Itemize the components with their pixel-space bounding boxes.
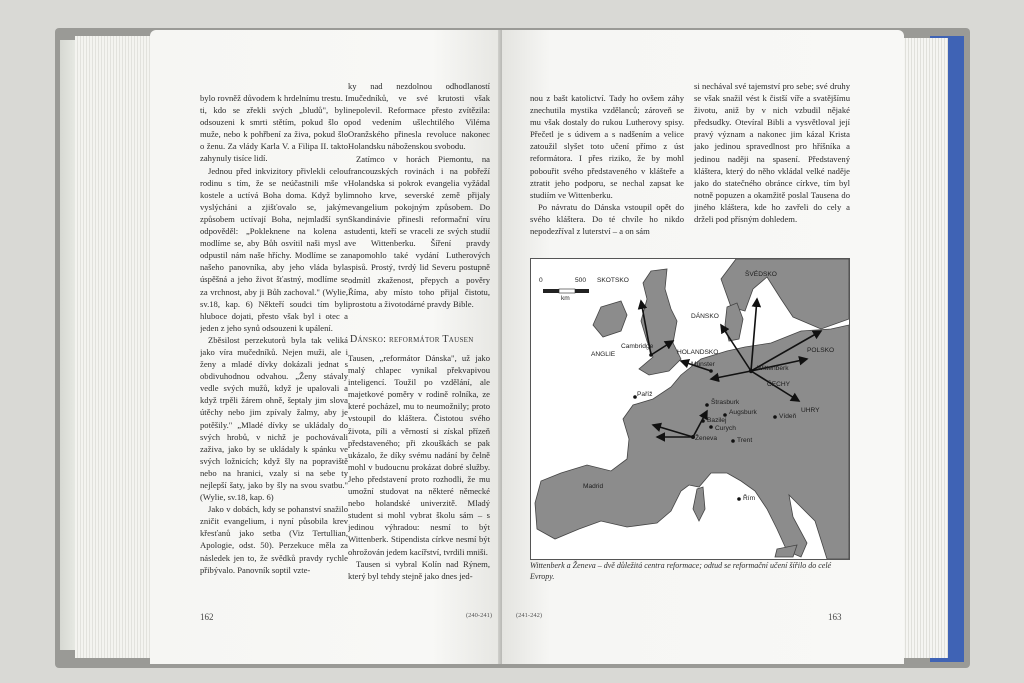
- map-label-pariz: Paříž: [637, 391, 653, 398]
- sicily-landmass: [775, 545, 797, 557]
- map-label-zeneva: Ženeva: [695, 435, 717, 442]
- page-stack-right: [900, 38, 948, 658]
- map-label-dansko: DÁNSKO: [691, 313, 719, 320]
- left-page-column-1: [200, 92, 348, 578]
- map-caption: Wittenberk a Ženeva – dvě důležitá centra reformace; odtud se reformační učení šířilo do celé Evropy.: [530, 561, 832, 581]
- map-label-bazilej: Bazilej: [707, 417, 727, 424]
- page-number-left: 162: [200, 612, 214, 622]
- map-label-viden: Vídeň: [779, 413, 797, 420]
- paragraph: Po návratu do Dánska vstoupil opět do svého kláštera. Do té chvíle ho nikdo nepodezříval z luterství – a on sám: [530, 201, 684, 237]
- paragraph: Jako v dobách, kdy se pohanství snažilo zničit evangelium, i nyní působila krev křesťanů jako setba (Viz Tertullian, Apologie, odst. 50). Perzekuce měla za následek jen to, že svědků pravdy rychle přibývalo. Panovník soptil vzte-: [200, 504, 348, 575]
- left-page-column-2-bottom: [348, 352, 490, 592]
- map-label-uhry: UHRY: [801, 407, 820, 414]
- scale-label-500: 500: [575, 277, 587, 284]
- map-label-svedsko: ŠVÉDSKO: [745, 271, 777, 278]
- section-heading: Dánsko: reformátor Tausen: [350, 334, 474, 345]
- page-number-right: 163: [828, 612, 842, 622]
- map-label-skotsko: SKOTSKO: [597, 277, 629, 284]
- left-page-column-2-top: [348, 80, 490, 320]
- map-label-augsburk: Augsburk: [729, 409, 757, 416]
- map-label-wittenberk: Wittenberk: [757, 365, 789, 372]
- paragraph: Jednou před inkvizitory přivlekli celou rodinu s tím, že se neúčastnili mše v kostele a uctívá Boha doma. Když byli vyslýcháni a zjišťovalo se, jakým způsobem uctívají Boha, nejmladší syn odpověděl: „Pokleknene na kolena a modlíme se, aby Bůh osvítil naši mysl a odpustil nám naše hříchy. Modlíme se za našeho panovníka, aby jeho vláda byla úspěšná a jeho život šťastný, modlíme se za vrchnost, aby ji Bůh zachoval." (Wylie, sv.18, kap. 6) Někteří soudci tím byli hluboce dojati, přesto však byl i otec a jeden z jeho synů odsouzeni k upálení.: [200, 165, 348, 333]
- sardinia-landmass: [693, 487, 705, 521]
- paragraph: nou z bašt katolictví. Tady ho ovšem záhy znechutila mystika vzdělanců; zároveň se mu však dostaly do rukou Lutherovy spisy. Přečetl je s údivem a s nadšením a velice zatoužil slyšet toto učení přímo z úst reformátora. I přes riziko, že by mohl pobouřit svého představeného v klášteře a ztratit jeho podporu, se nechal zapsat ke studiím ve Wittenberku.: [530, 93, 684, 200]
- scale-label-0: 0: [539, 277, 543, 284]
- paragraph: si nechával své tajemství pro sebe; své druhy se však snažil vést k čistší víře a svatějšímu životu, aniž by v nich vzbudil nějaké předsudky. Otevíral Bibli a vysvětloval její pravý význam a nakonec jim kázal Krista jako jedinou spravedlnost pro hříšníka a jedinou naději na spasení. Představený kláštera, který do něho vkládal velké naděje jako do statečného obránce církve, tím byl notně popuzen a okamžitě poslal Tausena do jiného kláštera, kde ho zavřeli do cely a drželi pod přísným dohledem.: [694, 81, 850, 225]
- paragraph: Zběsilost perzekutorů byla tak veliká jako víra mučedníků. Nejen muži, ale i ženy a mladé dívky dokázali jednat s obdivuhodnou odvahou. „Ženy stávaly vedle svých mužů, když je upalovali a když trpěli žárem ohně, šeptaly jim slova útěchy nebo jim zpívaly žalmy, aby je potěšily." „Mladé dívky se ukládaly do svých hrobů, v nichž je pochovávali zaživa, jako by se ukládaly k spánku ve svých ložnicích; když šly na popraviště nebo na hranici, vzaly si na sebe ty nejlepší šaty, jako by šly na svou svatbu." (Wylie, sv.18, kap. 6): [200, 334, 348, 503]
- map-label-polsko: POLSKO: [807, 347, 835, 354]
- reformation-map: [530, 258, 850, 560]
- map-label-cechy: ČECHY: [767, 381, 791, 388]
- right-page-column-2: [694, 80, 850, 252]
- map-label-strasburk: Štrasburk: [711, 399, 740, 406]
- running-reference-left: (240-241): [466, 612, 492, 619]
- map-label-cambridge: Cambridge: [621, 343, 654, 350]
- ireland-landmass: [593, 301, 627, 337]
- map-label-munster: Münster: [691, 361, 715, 368]
- map-label-madrid: Madrid: [583, 483, 604, 490]
- map-label-rim: Řím: [743, 495, 756, 502]
- scale-label-km: km: [561, 295, 570, 302]
- page-stack-left: [75, 36, 155, 658]
- paragraph: Tausen, „reformátor Dánska", už jako malý chlapec vynikal překvapivou inteligencí. Toužil po vzdělání, ale majetkové poměry v rodině rolníka, ze které pocházel, mu to neumožnily; proto vstoupil do kláštera. Čistotou svého života, píli a věrností si získal přízeň představeného; při zkouškách se pak ukázalo, že díky svému nadání by čelně mohl v budoucnu prokázat dobré služby. Jeho představení proto rozhodli, že mu umožní studovat na některé německé nebo holandské univerzitě. Mladý student si mohl vybrat školu sám – s jedinou výhradou: nesmí to být Wittenberk. Stipendista církve nesmí být ohrožován jedem kacířství, tvrdili mniši.: [348, 353, 490, 557]
- paragraph: bylo rovněž důvodem k hrdelnímu trestu. I ti, kdo se zřekli svých „bludů", byli odsouzeni k smrti stětím, pokud šlo o muže, nebo k pohřbení za živa, pokud šlo o ženu. Za vlády Karla V. a Filipa II. takto zahynuly tisíce lidí.: [200, 93, 348, 164]
- map-label-anglie: ANGLIE: [591, 351, 616, 358]
- map-label-trent: Trent: [737, 437, 753, 444]
- paragraph: ky nad nezdolnou odhodlaností mučedníků, ve své krutosti však nepolevil. Reformace přesto zvítězila: pod vedením ušlechtilého Viléma Oranžského přinesla revoluce nakonec Holandsku náboženskou svobodu.: [348, 81, 490, 152]
- running-reference-right: (241-242): [516, 612, 542, 619]
- scale-bar: [543, 289, 589, 293]
- map-label-curych: Curych: [715, 425, 736, 432]
- map-label-holandsko: HOLANDSKO: [677, 349, 719, 356]
- paragraph: Tausen si vybral Kolín nad Rýnem, který byl tehdy stejně jako dnes jed-: [348, 558, 490, 581]
- right-page-column-1: [530, 92, 684, 252]
- paragraph: Zatímco v horách Piemontu, na francouzských rovinách i na pobřeží Holandska si pokrok evangelia vyžádal mnoho krve, severské země přijaly evangelium pokojným způsobem. Do Skandinávie přinesli reformační víru studenti, kteří se vraceli ze svých studií ve Wittenberku. Šíření pravdy napomohlo také vydání Lutherových spisů. Prostý, tvrdý lid Severu postupně odmítl zkaženost, přepych a pověry Říma, aby místo toho přijal čistotu, prostotu a životodárné pravdy Bible.: [348, 153, 490, 309]
